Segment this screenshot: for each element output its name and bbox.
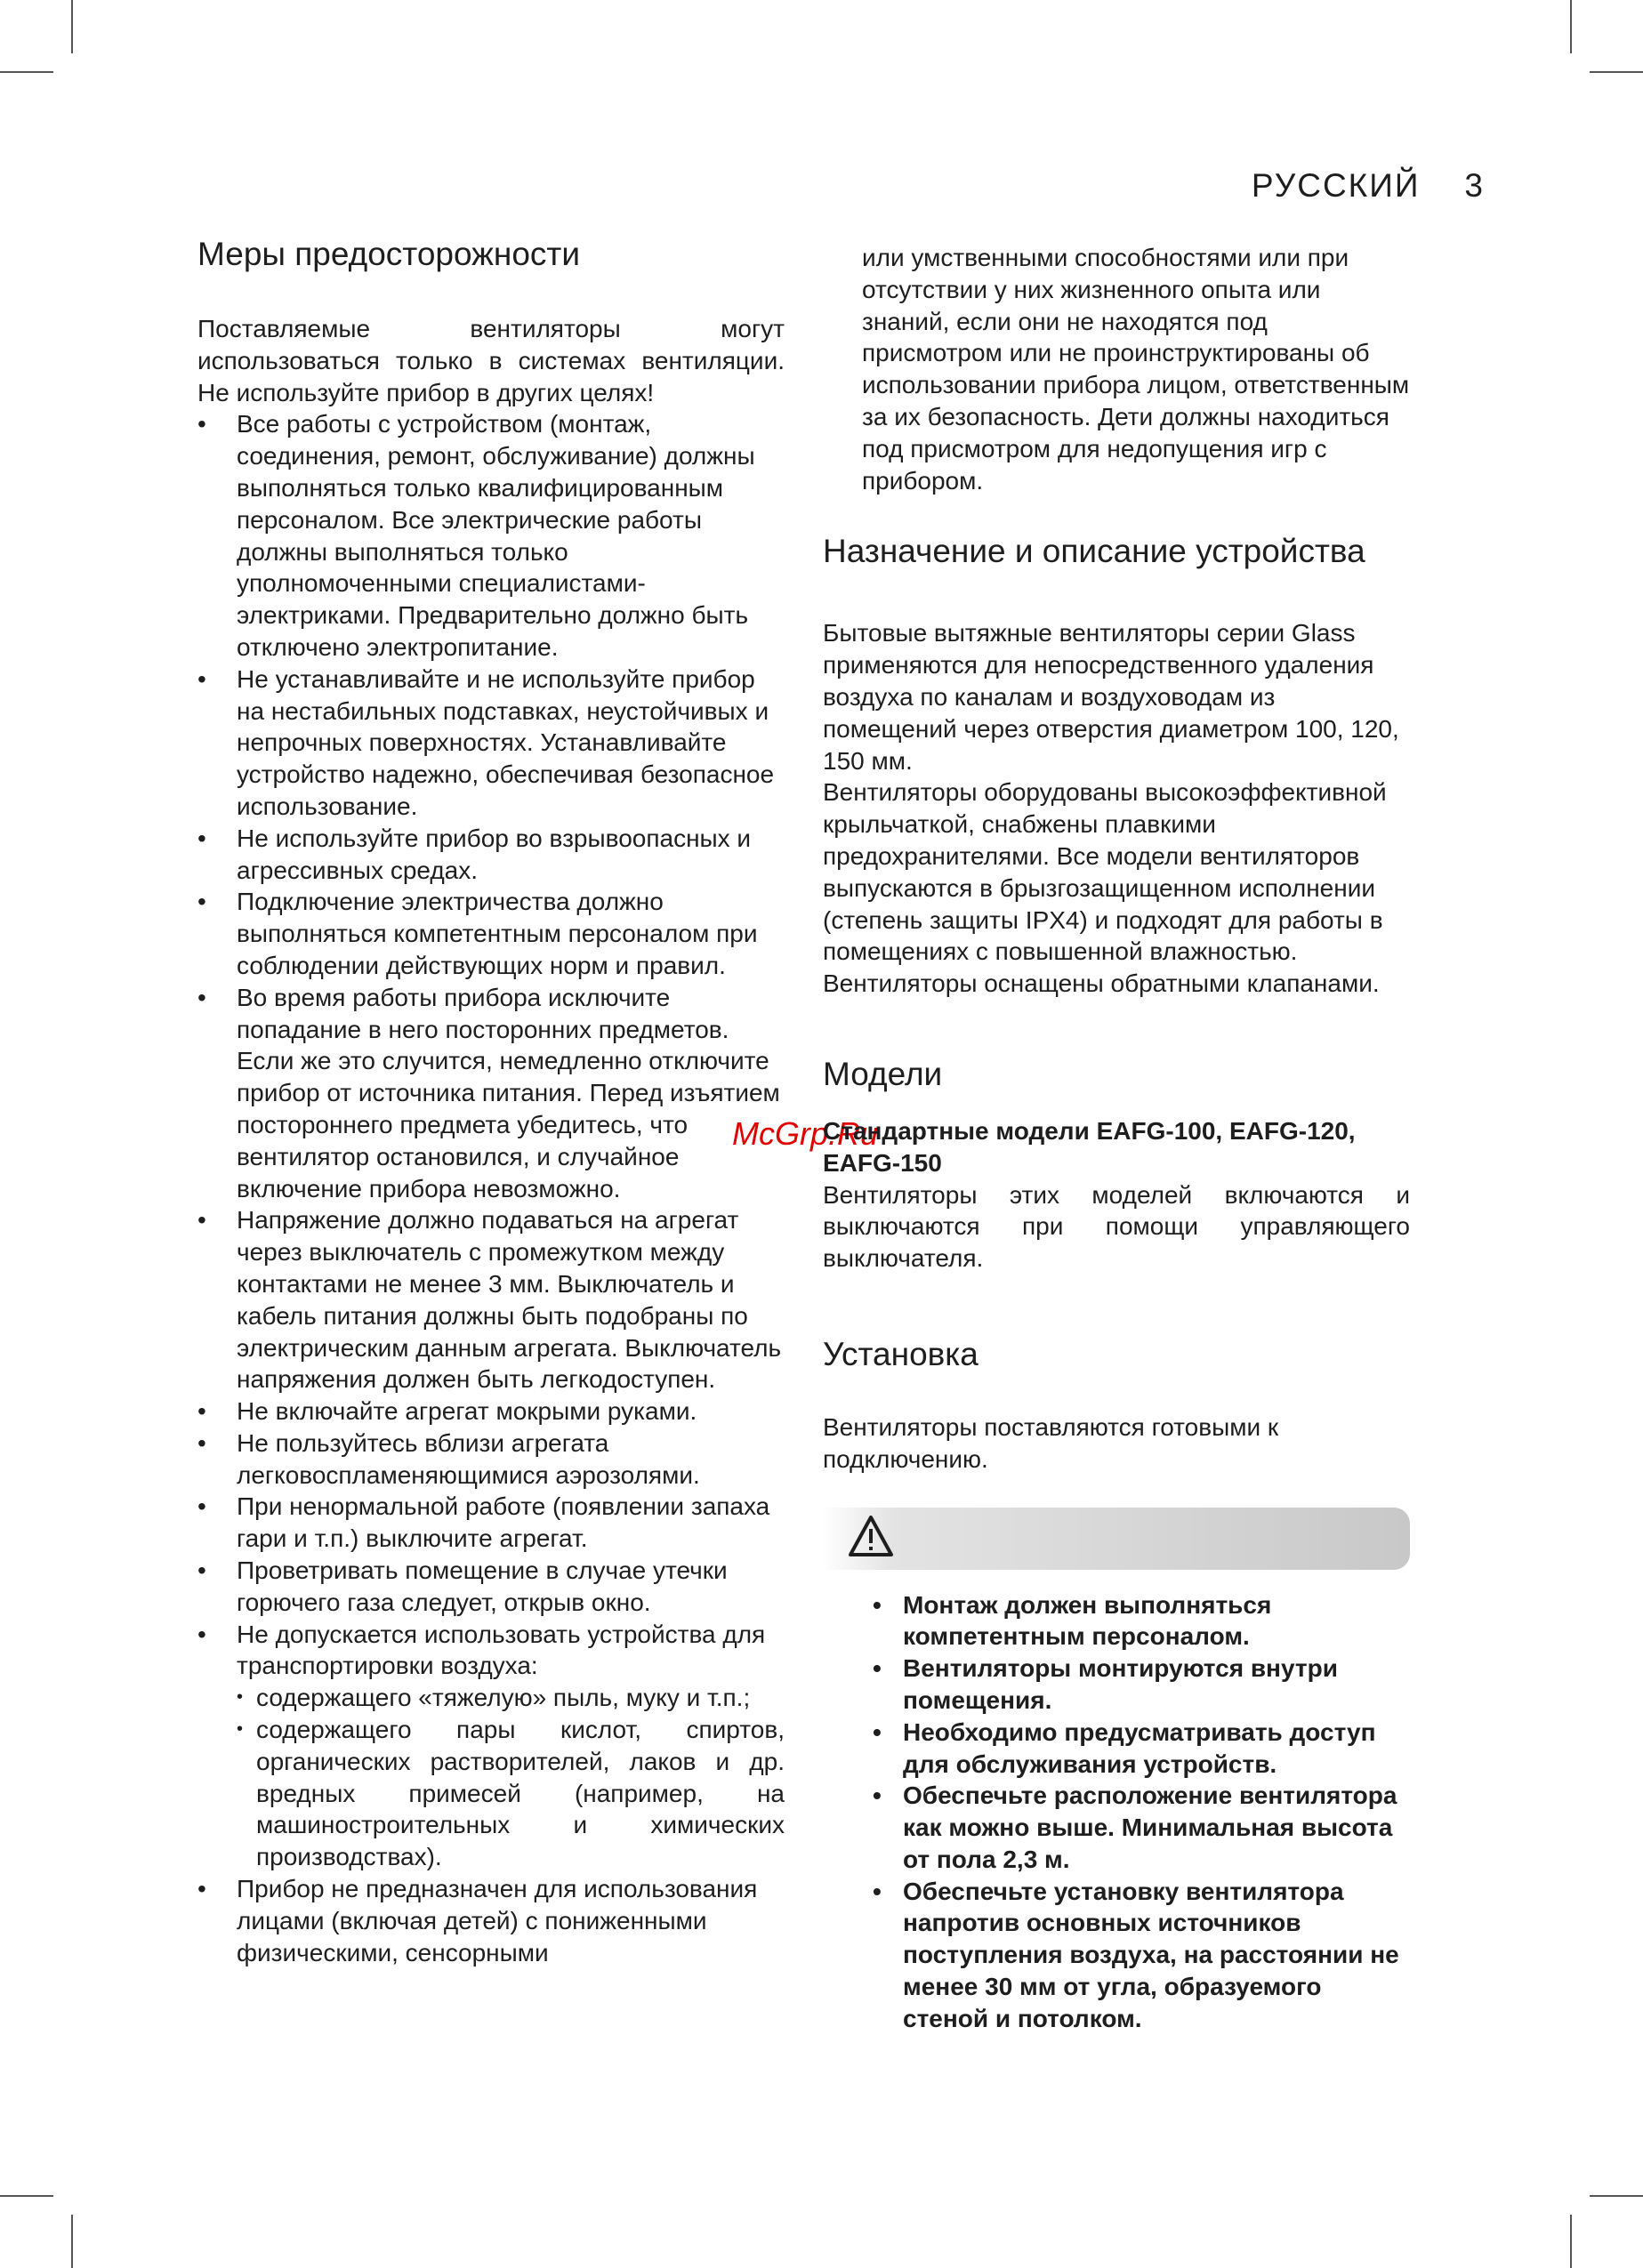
models-title: Модели bbox=[823, 1055, 943, 1092]
warning-triangle-icon bbox=[848, 1515, 894, 1557]
list-item: • Не используйте прибор во взрывоопасных и агрессивных средах. bbox=[197, 823, 785, 887]
crop-mark bbox=[71, 0, 73, 53]
list-item: • Напряжение должно подаваться на агрегат через выключатель с промежутком между контактами не менее 3 мм. Выключатель и кабель питания должны быть подобраны по электрическим данным агрегата. Выключатель напряжения должен быть легкодоступен. bbox=[197, 1204, 785, 1395]
precautions-list bbox=[197, 408, 785, 1968]
sub-list-item: • содержащего «тяжелую» пыль, муку и т.п.; bbox=[237, 1682, 785, 1714]
right-column bbox=[823, 242, 1410, 2035]
warning-item: • Обеспечьте установку вентилятора напротив основных источников поступления воздуха, на расстоянии не менее 30 мм от угла, образуемого стеной и потолком. bbox=[823, 1876, 1410, 2035]
warning-item: • Необходимо предусматривать доступ для обслуживания устройств. bbox=[823, 1717, 1410, 1781]
language-label: РУССКИЙ bbox=[1251, 167, 1421, 204]
list-item: • Не устанавливайте и не используйте прибор на нестабильных подставках, неустойчивых и непрочных поверхностях. Устанавливайте устройство надежно, обеспечивая безопасное использование. bbox=[197, 664, 785, 823]
purpose-paragraph-1: Бытовые вытяжные вентиляторы серии Glass применяются для непосредственного удаления воздуха по каналам и воздуховодам из помещений через отверстия диаметром 100, 120, 150 мм. bbox=[823, 619, 1399, 775]
left-column bbox=[197, 233, 785, 1968]
crop-mark bbox=[1570, 0, 1572, 53]
transport-sublist bbox=[237, 1682, 785, 1873]
list-item: • Не включайте агрегат мокрыми руками. bbox=[197, 1395, 785, 1428]
precautions-continued: или умственными способностями или при отсутствии у них жизненного опыта или знаний, если они не находятся под присмотром или не проинструктированы об использовании прибора лицом, ответственным за их безопасность. Дети должны находиться под присмотром для недопущения игр с прибором. bbox=[862, 244, 1410, 495]
models-subtitle: Стандартные модели EAFG-100, EAFG-120, EAFG-150 bbox=[823, 1116, 1356, 1177]
page-header bbox=[1252, 167, 1485, 205]
installation-text: Вентиляторы поставляются готовыми к подключению. bbox=[823, 1412, 1279, 1473]
precautions-intro: Поставляемые вентиляторы могут использоваться только в системах вентиляции. Не используйте прибор в других целях! bbox=[197, 315, 785, 406]
list-item: • При ненормальной работе (появлении запаха гари и т.п.) выключите агрегат. bbox=[197, 1491, 785, 1555]
page-number: 3 bbox=[1464, 167, 1485, 204]
models-text: Вентиляторы этих моделей включаются и выключаются при помощи управляющего выключателя. bbox=[823, 1180, 1410, 1273]
transport-item-text: Не допускается использовать устройства для транспортировки воздуха: bbox=[237, 1620, 766, 1680]
precautions-title: Меры предосторожности bbox=[197, 236, 581, 272]
crop-mark bbox=[1590, 71, 1643, 73]
list-item: • Не пользуйтесь вблизи агрегата легковоспламеняющимися аэрозолями. bbox=[197, 1428, 785, 1492]
list-item: • Во время работы прибора исключите попадание в него посторонних предметов. Если же это случится, немедленно отключите прибор от источника питания. Перед изъятием постороннего предмета убедитесь, что вентилятор остановился, и случайное включение прибора невозможно. bbox=[197, 982, 785, 1205]
warning-item: • Монтаж должен выполняться компетентным персоналом. bbox=[823, 1589, 1410, 1653]
warning-item: • Обеспечьте расположение вентилятора как можно выше. Минимальная высота от пола 2,3 м. bbox=[823, 1780, 1410, 1875]
crop-mark bbox=[1590, 2195, 1643, 2197]
warning-bar bbox=[823, 1508, 1410, 1570]
list-item: • Все работы с устройством (монтаж, соединения, ремонт, обслуживание) должны выполняться только квалифицированным персоналом. Все электрические работы должны выполняться только уполномоченными специалистами-электриками. Предварительно должно быть отключено электропитание. bbox=[197, 408, 785, 663]
crop-mark bbox=[0, 71, 53, 73]
sub-list-item: • содержащего пары кислот, спиртов, органических растворителей, лаков и др. вредных примесей (например, на машиностроительных и химических производствах). bbox=[237, 1714, 785, 1873]
crop-mark bbox=[0, 2195, 53, 2197]
list-item bbox=[197, 1619, 785, 1873]
installation-warning-list bbox=[823, 1589, 1410, 2035]
installation-title: Установка bbox=[823, 1335, 979, 1372]
crop-mark bbox=[1570, 2215, 1572, 2268]
crop-mark bbox=[71, 2215, 73, 2268]
list-item: • Проветривать помещение в случае утечки горючего газа следует, открыв окно. bbox=[197, 1555, 785, 1619]
warning-item: • Вентиляторы монтируются внутри помещения. bbox=[823, 1653, 1410, 1717]
list-item: • Подключение электричества должно выполняться компетентным персоналом при соблюдении действующих норм и правил. bbox=[197, 886, 785, 981]
purpose-paragraph-2: Вентиляторы оборудованы высокоэффективной крыльчаткой, снабжены плавкими предохранителями. Все модели вентиляторов выпускаются в брызгозащищенном исполнении (степень защиты IPX4) и подходят для работы в помещениях с повышенной влажностью. Вентиляторы оснащены обратными клапанами. bbox=[823, 778, 1387, 998]
purpose-title: Назначение и описание устройства bbox=[823, 533, 1365, 570]
list-item: • Прибор не предназначен для использования лицами (включая детей) с пониженными физическими, сенсорными bbox=[197, 1873, 785, 1968]
watermark: McGrp.Ru bbox=[732, 1115, 879, 1152]
